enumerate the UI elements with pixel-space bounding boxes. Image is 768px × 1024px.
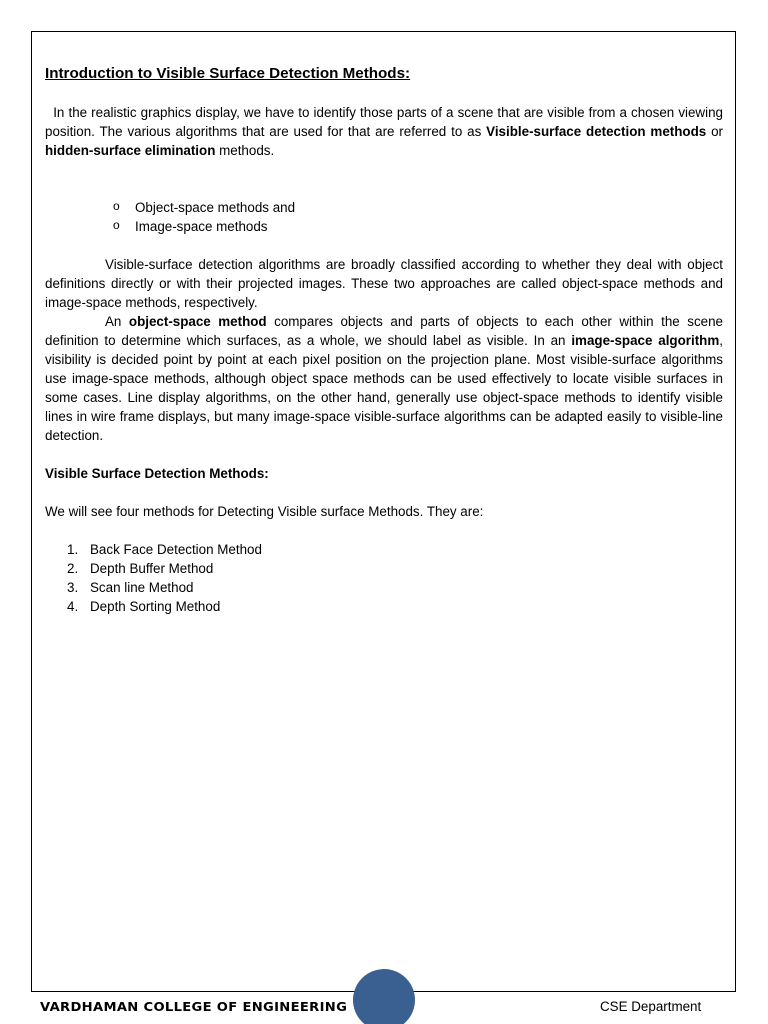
list-item [67, 578, 723, 597]
para3-bold-1: object-space method [128, 314, 267, 329]
list-item [67, 559, 723, 578]
object-space-paragraph [45, 312, 727, 445]
para3-text-1: An [105, 314, 129, 329]
list-number: 3. [67, 580, 79, 595]
intro-text-3: methods. [215, 143, 275, 158]
intro-paragraph [45, 103, 727, 160]
list-item [67, 597, 723, 616]
list-number: 2. [67, 561, 79, 576]
para3-text-3: , visibility is decided point by point at each pixel position on the projection plane. Most visible-surface algorithms use image-space methods, although object space methods can be used effectively to locate visible surfaces in some cases. Line display algorithms, on the other hand, generally use object-space methods to identify visible lines in wire frame displays, but many image-space visible-surface algorithms can be adapted easily to visible-line detection. [45, 333, 724, 443]
list-item [67, 540, 723, 559]
section-heading: Visible Surface Detection Methods: [45, 466, 269, 481]
para3-text-2: compares objects and parts of objects to each other within the scene definition to determine which surfaces, as a whole, we should label as visible. In an [45, 314, 727, 348]
list-item: o Image-space methods [113, 217, 723, 236]
footer-college-name: VARDHAMAN COLLEGE OF ENGINEERING [40, 999, 348, 1014]
intro-bold-1: Visible-surface detection methods [486, 124, 707, 139]
footer-circle [353, 969, 415, 1024]
list-item: o Object-space methods and [113, 198, 723, 217]
list-number: 4. [67, 599, 79, 614]
methods-list [45, 540, 723, 616]
classification-paragraph: Visible-surface detection algorithms are broadly classified according to whether they deal with object definitions directly or with their projected images. These two approaches are called object-space methods and image-space methods, respectively. [45, 257, 723, 310]
list-label: Scan line Method [90, 580, 194, 595]
method-types-list [45, 198, 723, 236]
list-label: Depth Buffer Method [90, 561, 214, 576]
list-label: Back Face Detection Method [90, 542, 262, 557]
list-number: 1. [67, 542, 79, 557]
intro-bold-2: hidden-surface elimination [45, 143, 216, 158]
footer-department: CSE Department [600, 999, 702, 1014]
document-body [45, 64, 727, 616]
intro-text-1: In the realistic graphics display, we have to identify those parts of a scene that are visible from a chosen viewing position. The various algorithms that are used for that are referred to as [45, 105, 727, 139]
page-title: Introduction to Visible Surface Detection Methods: [45, 65, 411, 82]
para3-bold-2: image-space algorithm [571, 333, 720, 348]
section-intro: We will see four methods for Detecting Visible surface Methods. They are: [45, 504, 484, 519]
intro-text-2: or [706, 124, 727, 139]
list-label: Depth Sorting Method [90, 599, 221, 614]
